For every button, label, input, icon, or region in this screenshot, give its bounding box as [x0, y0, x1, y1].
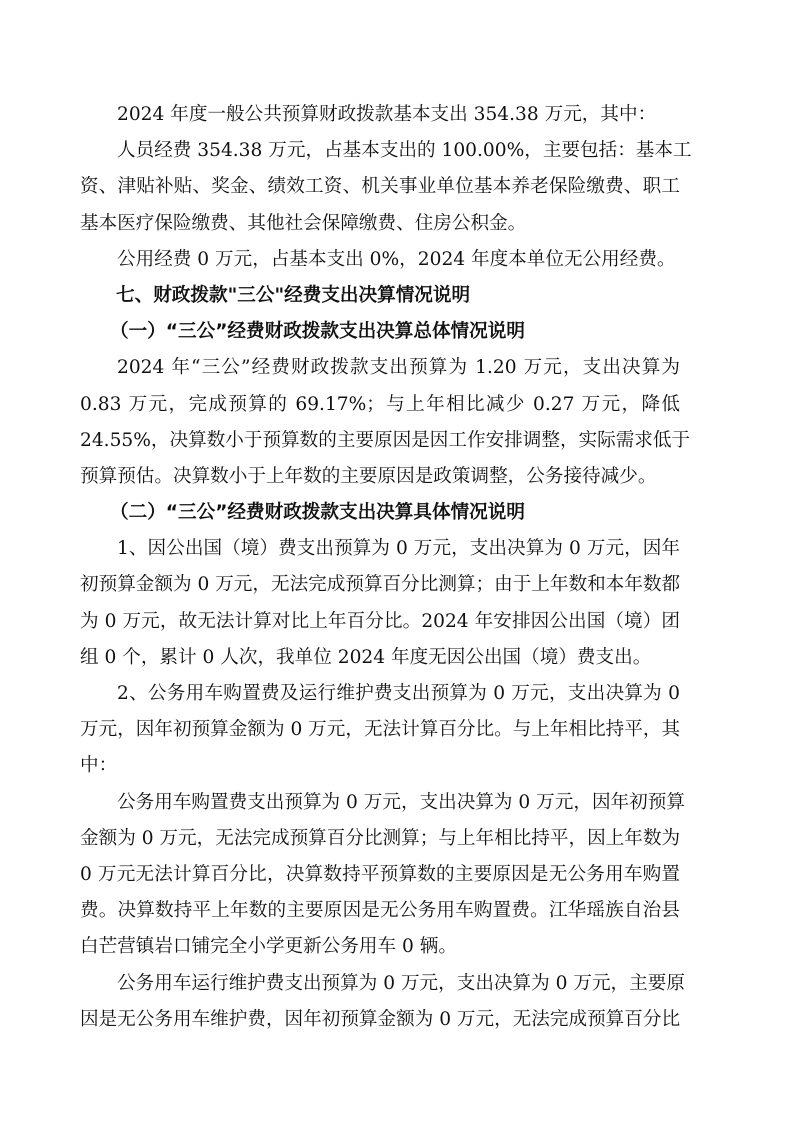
text-line: 1、因公出国（境）费支出预算为 0 万元，支出决算为 0 万元，因年 [117, 538, 680, 560]
text-line: 为 0 万元，故无法计算对比上年百分比。2024 年安排因公出国（境）团 [80, 610, 680, 632]
text-line: 资、津贴补贴、奖金、绩效工资、机关事业单位基本养老保险缴费、职工 [80, 176, 680, 198]
text-line: 初预算金额为 0 万元，无法完成预算百分比测算；由于上年数和本年数都 [80, 574, 681, 596]
text-line: 预算预估。决算数小于上年数的主要原因是政策调整，公务接待减少。 [80, 465, 657, 487]
text-line: 0 万元无法计算百分比，决算数持平预算数的主要原因是无公务用车购置 [80, 863, 680, 885]
text-line: 七、财政拨款"三公"经费支出决算情况说明 [116, 284, 471, 306]
text-line: 中： [80, 755, 118, 777]
text-line: 2、公务用车购置费及运行维护费支出预算为 0 万元，支出决算为 0 [117, 683, 680, 704]
text-line: 万元，因年初预算金额为 0 万元，无法计算百分比。与上年相比持平，其 [80, 719, 681, 741]
subsection-heading [80, 314, 680, 350]
document-body [80, 97, 692, 1038]
text-line: 因是无公务用车维护费，因年初预算金额为 0 万元，无法完成预算百分比 [80, 1008, 681, 1030]
text-line: 公务用车运行维护费支出预算为 0 万元，支出决算为 0 万元，主要原 [117, 972, 685, 994]
paragraph [80, 242, 680, 278]
text-line: 2024 年“三公”经费财政拨款支出预算为 1.20 万元，支出决算为 [117, 357, 680, 379]
paragraph [80, 966, 685, 1038]
text-line: 公务用车购置费支出预算为 0 万元，支出决算为 0 万元，因年初预算 [117, 791, 685, 813]
text-line: 0.83 万元，完成预算的 69.17%；与上年相比减少 0.27 万元，降低 [80, 393, 680, 415]
paragraph [80, 676, 680, 785]
text-line: 白芒营镇岩口铺完全小学更新公务用车 0 辆。 [80, 936, 457, 958]
text-line: 组 0 个，累计 0 人次，我单位 2024 年度无因公出国（境）费支出。 [80, 646, 652, 668]
text-line: （二）“三公”经费财政拨款支出决算具体情况说明 [110, 502, 525, 524]
text-line: 人员经费 354.38 万元，占基本支出的 100.00%，主要包括：基本工 [117, 140, 692, 162]
subsection-heading [80, 495, 680, 531]
section-heading [80, 278, 680, 314]
paragraph [80, 97, 680, 133]
paragraph [80, 531, 680, 676]
text-line: 2024 年度一般公共预算财政拨款基本支出 354.38 万元，其中： [117, 104, 657, 125]
text-line: 费。决算数持平上年数的主要原因是无公务用车购置费。江华瑶族自治县 [80, 900, 680, 922]
paragraph [80, 133, 692, 242]
text-line: （一）“三公”经费财政拨款支出决算总体情况说明 [110, 321, 525, 343]
text-line: 金额为 0 万元，无法完成预算百分比测算；与上年相比持平，因上年数为 [80, 827, 681, 849]
paragraph [80, 350, 691, 495]
text-line: 基本医疗保险缴费、其他社会保障缴费、住房公积金。 [80, 212, 527, 234]
text-line: 24.55%，决算数小于预算数的主要原因是因工作安排调整，实际需求低于 [80, 429, 691, 451]
paragraph [80, 785, 685, 966]
text-line: 公用经费 0 万元，占基本支出 0%，2024 年度本单位无公用经费。 [117, 248, 676, 270]
